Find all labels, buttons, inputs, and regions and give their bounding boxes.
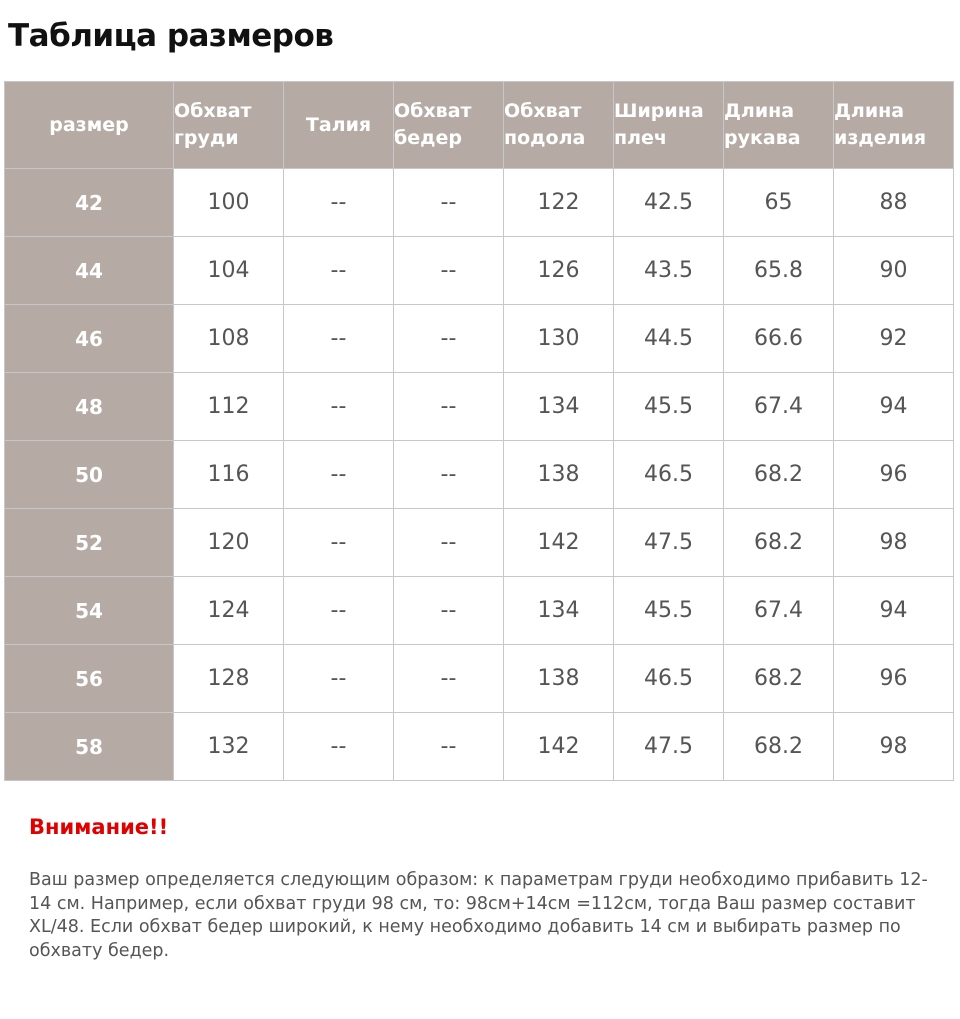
cell-size: 58: [5, 713, 174, 781]
cell-hem: 134: [504, 577, 614, 645]
cell-hips: --: [394, 577, 504, 645]
header-hips: Обхват бедер: [394, 82, 504, 169]
cell-chest: 104: [174, 237, 284, 305]
cell-hips: --: [394, 441, 504, 509]
cell-length: 96: [834, 645, 954, 713]
cell-hem: 134: [504, 373, 614, 441]
header-length: Длина изделия: [834, 82, 954, 169]
header-sleeve: Длина рукава: [724, 82, 834, 169]
cell-waist: --: [284, 441, 394, 509]
table-row: [5, 577, 954, 645]
cell-shoulders: 47.5: [614, 509, 724, 577]
cell-length: 98: [834, 509, 954, 577]
cell-waist: --: [284, 237, 394, 305]
table-row: [5, 237, 954, 305]
cell-size: 52: [5, 509, 174, 577]
cell-sleeve: 68.2: [724, 441, 834, 509]
table-row: [5, 441, 954, 509]
cell-hips: --: [394, 373, 504, 441]
table-row: [5, 169, 954, 237]
cell-size: 48: [5, 373, 174, 441]
header-shoulders: Ширина плеч: [614, 82, 724, 169]
cell-sleeve: 67.4: [724, 577, 834, 645]
table-header-row: [5, 82, 954, 169]
cell-sleeve: 68.2: [724, 509, 834, 577]
cell-chest: 112: [174, 373, 284, 441]
cell-chest: 120: [174, 509, 284, 577]
cell-hem: 122: [504, 169, 614, 237]
cell-sleeve: 68.2: [724, 713, 834, 781]
cell-hem: 142: [504, 713, 614, 781]
cell-size: 46: [5, 305, 174, 373]
cell-chest: 116: [174, 441, 284, 509]
header-hem: Обхват подола: [504, 82, 614, 169]
cell-sleeve: 65.8: [724, 237, 834, 305]
cell-shoulders: 46.5: [614, 441, 724, 509]
page-title: Таблица размеров: [8, 18, 334, 54]
cell-length: 94: [834, 373, 954, 441]
cell-hem: 138: [504, 441, 614, 509]
cell-hem: 138: [504, 645, 614, 713]
cell-hips: --: [394, 305, 504, 373]
cell-length: 96: [834, 441, 954, 509]
table-row: [5, 713, 954, 781]
cell-hips: --: [394, 509, 504, 577]
cell-size: 54: [5, 577, 174, 645]
cell-waist: --: [284, 373, 394, 441]
table-row: [5, 373, 954, 441]
table-row: [5, 509, 954, 577]
cell-sleeve: 67.4: [724, 373, 834, 441]
cell-chest: 108: [174, 305, 284, 373]
cell-chest: 100: [174, 169, 284, 237]
size-table: [4, 81, 954, 781]
size-note: Ваш размер определяется следующим образом: к параметрам груди необходимо прибавить 12-14 см. Например, если обхват груди 98 см, то: 98см+14см =112см, тогда Ваш размер составит XL/48. Если обхват бедер широкий, к нему необходимо добавить 14 см и выбирать размер по обхвату бедер.: [29, 870, 928, 961]
cell-size: 42: [5, 169, 174, 237]
cell-hem: 126: [504, 237, 614, 305]
cell-hem: 142: [504, 509, 614, 577]
cell-chest: 128: [174, 645, 284, 713]
cell-hips: --: [394, 169, 504, 237]
cell-length: 98: [834, 713, 954, 781]
cell-waist: --: [284, 645, 394, 713]
table-row: [5, 305, 954, 373]
cell-shoulders: 43.5: [614, 237, 724, 305]
cell-sleeve: 66.6: [724, 305, 834, 373]
cell-shoulders: 46.5: [614, 645, 724, 713]
cell-hips: --: [394, 713, 504, 781]
cell-size: 56: [5, 645, 174, 713]
cell-size: 44: [5, 237, 174, 305]
cell-waist: --: [284, 169, 394, 237]
cell-sleeve: 65: [724, 169, 834, 237]
cell-length: 90: [834, 237, 954, 305]
header-waist: Талия: [284, 82, 394, 169]
cell-shoulders: 45.5: [614, 577, 724, 645]
cell-length: 94: [834, 577, 954, 645]
cell-length: 88: [834, 169, 954, 237]
warning-heading: Внимание!!: [29, 815, 169, 839]
cell-hips: --: [394, 645, 504, 713]
cell-waist: --: [284, 305, 394, 373]
header-size: размер: [5, 82, 174, 169]
cell-hips: --: [394, 237, 504, 305]
header-chest: Обхват груди: [174, 82, 284, 169]
cell-length: 92: [834, 305, 954, 373]
cell-chest: 132: [174, 713, 284, 781]
cell-size: 50: [5, 441, 174, 509]
cell-hem: 130: [504, 305, 614, 373]
cell-waist: --: [284, 577, 394, 645]
cell-shoulders: 42.5: [614, 169, 724, 237]
cell-shoulders: 44.5: [614, 305, 724, 373]
cell-waist: --: [284, 713, 394, 781]
cell-chest: 124: [174, 577, 284, 645]
cell-shoulders: 47.5: [614, 713, 724, 781]
cell-waist: --: [284, 509, 394, 577]
cell-sleeve: 68.2: [724, 645, 834, 713]
cell-shoulders: 45.5: [614, 373, 724, 441]
table-row: [5, 645, 954, 713]
